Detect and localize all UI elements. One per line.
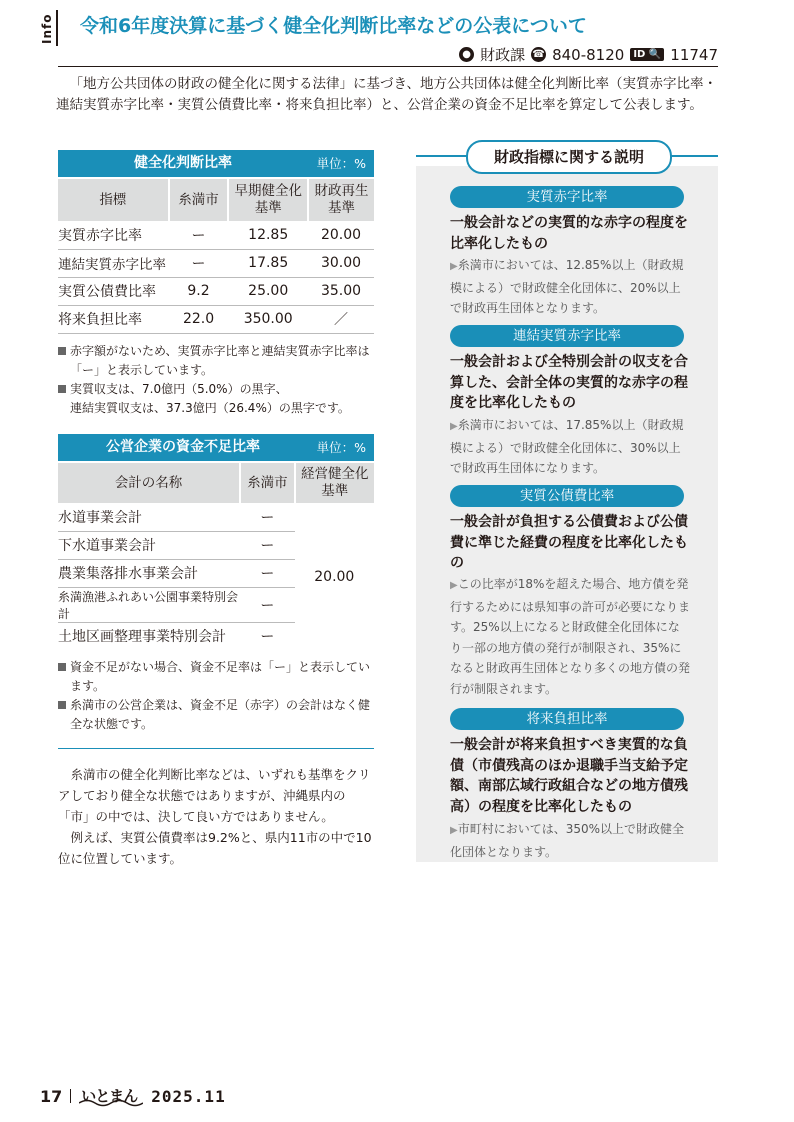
ratio-table-header — [58, 150, 374, 177]
glossary-label: 将来負担比率 — [450, 708, 684, 730]
note-text: 資金不足がない場合、資金不足率は「ー」と表示しています。 — [70, 660, 371, 693]
cell: 20.00 — [308, 221, 374, 249]
cell: 農業集落排水事業会計 — [58, 559, 240, 587]
col-header: 経営健全化基準 — [295, 463, 374, 503]
note-item — [58, 399, 374, 418]
note-item — [58, 380, 374, 399]
glossary-definition: 一般会計などの実質的な赤字の程度を比率化したもの — [450, 215, 688, 252]
department: 財政課 — [480, 46, 526, 64]
deficit-table-title: 公営企業の資金不足比率 — [106, 439, 260, 455]
ratio-table-title: 健全化判断比率 — [134, 155, 232, 171]
footer-divider — [70, 1089, 71, 1103]
cell: 連結実質赤字比率 — [58, 249, 169, 277]
glossary-explanation — [450, 574, 690, 699]
logo-text: いとまん — [81, 1087, 138, 1105]
col-header: 糸満市 — [169, 179, 229, 221]
deficit-table — [58, 463, 374, 650]
cell: 17.85 — [228, 249, 308, 277]
glossary-explanation — [450, 819, 690, 862]
note-item — [58, 696, 374, 734]
id-search-icon: ID 🔍 — [630, 48, 664, 61]
note-item — [58, 342, 374, 380]
table-row — [58, 221, 374, 249]
explanation-text: 市町村においては、350%以上で財政健全化団体となります。 — [450, 822, 685, 859]
explanation-text: この比率が18%を超えた場合、地方債を発行するためには県知事の許可が必要になります。25%以上になると財政健全化団体になり一部の地方債の発行が制限され、35%になると財政再生団体となり多くの地方債の発行が制限されます。 — [450, 577, 691, 696]
glossary-explanation — [450, 255, 690, 319]
note-item — [58, 658, 374, 696]
standard-cell: 20.00 — [314, 568, 355, 585]
triangle-icon: ▶ — [450, 261, 458, 272]
magazine-logo — [79, 1085, 143, 1107]
cell: 350.00 — [228, 305, 308, 333]
note-text: 糸満市の公営企業は、資金不足（赤字）の会計はなく健全な状態です。 — [70, 698, 371, 731]
col-header: 財政再生基準 — [308, 179, 374, 221]
glossary-definition: 一般会計が将来負担すべき実質的な負債（市債残高のほか退職手当支給予定額、南部広域行政組合などの地方債残高）の程度を比率化したもの — [450, 737, 688, 815]
cell: 22.0 — [169, 305, 229, 333]
ratio-table-unit: 単位：% — [316, 156, 366, 171]
glossary-label: 連結実質赤字比率 — [450, 325, 684, 347]
col-header: 糸満市 — [240, 463, 294, 503]
issue-date: 2025.11 — [151, 1086, 226, 1106]
cell: ー — [240, 531, 294, 559]
cell: 実質公債費比率 — [58, 277, 169, 305]
ratio-notes — [58, 342, 374, 418]
bullet-icon — [58, 385, 66, 393]
contact-info — [459, 44, 718, 65]
deficit-notes — [58, 658, 374, 734]
cell: ー — [240, 587, 294, 622]
intro-text: 「地方公共団体の財政の健全化に関する法律」に基づき、地方公共団体は健全化判断比率（実質赤字比率・連結実質赤字比率・実質公債費比率・将来負担比率）と、公営企業の資金不足比率を算定して公表します。 — [56, 76, 717, 113]
cell: ／ — [308, 305, 374, 333]
triangle-icon: ▶ — [450, 580, 458, 591]
page-title: 令和6年度決算に基づく健全化判断比率などの公表について — [80, 15, 587, 37]
cell: ー — [240, 559, 294, 587]
summary-paragraph: 糸満市の健全化判断比率などは、いずれも基準をクリアしており健全な状態ではありますが、沖縄県内の「市」の中では、決して良い方ではありません。 — [58, 767, 371, 824]
info-label: Info — [40, 13, 54, 44]
summary-text — [58, 764, 376, 869]
page-number: 17 — [40, 1086, 63, 1106]
col-header: 会計の名称 — [58, 463, 240, 503]
cell: 30.00 — [308, 249, 374, 277]
bullet-icon — [58, 347, 66, 355]
cell: ー — [260, 629, 275, 646]
triangle-icon: ▶ — [450, 421, 458, 432]
table-row — [58, 249, 374, 277]
cell: 25.00 — [228, 277, 308, 305]
cell: 水道事業会計 — [58, 503, 240, 531]
cell: ー — [169, 249, 229, 277]
cell: 土地区画整理事業特別会計 — [58, 629, 226, 646]
glossary-explanation — [450, 415, 690, 479]
phone-number: 840-8120 — [552, 45, 625, 64]
ratio-table-block — [58, 150, 374, 418]
phone-icon: ☎ — [532, 49, 545, 60]
cell: 実質赤字比率 — [58, 221, 169, 249]
deficit-table-unit: 単位：% — [316, 440, 366, 455]
glossary-label: 実質公債費比率 — [450, 485, 684, 507]
info-tab — [38, 14, 58, 44]
cell: 9.2 — [169, 277, 229, 305]
summary-paragraph: 例えば、実質公債費率は9.2%と、県内11市の中で10位に位置しています。 — [58, 830, 372, 866]
note-text: 連結実質収支は、37.3億円（26.4%）の黒字です。 — [70, 400, 350, 415]
cell: 35.00 — [308, 277, 374, 305]
table-row — [58, 277, 374, 305]
note-text: 実質収支は、7.0億円（5.0%）の黒字、 — [70, 381, 288, 396]
deficit-table-block — [58, 434, 374, 734]
id-label: ID — [633, 49, 646, 60]
bullet-icon — [58, 701, 66, 709]
glossary-definition: 一般会計が負担する公債費および公債費に準じた経費の程度を比率化したもの — [450, 514, 688, 571]
panel-title: 財政指標に関する説明 — [466, 140, 672, 174]
explanation-text: 糸満市においては、17.85%以上（財政規模による）で財政健全化団体に、30%以上で財政再生団体になります。 — [450, 418, 684, 475]
col-header: 指標 — [58, 179, 169, 221]
cell: 12.85 — [228, 221, 308, 249]
glossary-label: 実質赤字比率 — [450, 186, 684, 208]
col-header: 早期健全化基準 — [228, 179, 308, 221]
ratio-table — [58, 179, 374, 334]
summary-divider — [58, 748, 374, 749]
triangle-icon: ▶ — [450, 825, 458, 836]
explanation-text: 糸満市においては、12.85%以上（財政規模による）で財政健全化団体に、20%以上で財政再生団体となります。 — [450, 258, 684, 315]
page-footer — [40, 1085, 226, 1107]
cell: 下水道事業会計 — [58, 531, 240, 559]
table-row — [58, 305, 374, 333]
cell: ー — [169, 221, 229, 249]
glossary-definition: 一般会計および全特別会計の収支を合算した、会計全体の実質的な赤字の程度を比率化したもの — [450, 354, 688, 411]
person-icon: ● — [459, 47, 474, 62]
cell: 糸満漁港ふれあい公園事業特別会計 — [58, 587, 240, 622]
cell: ー — [240, 503, 294, 531]
id-number: 11747 — [670, 45, 718, 64]
bullet-icon — [58, 663, 66, 671]
cell: 将来負担比率 — [58, 305, 169, 333]
note-text: 赤字額がないため、実質赤字比率と連結実質赤字比率は「ー」と表示しています。 — [70, 343, 370, 377]
deficit-table-header — [58, 434, 374, 461]
info-divider — [56, 10, 58, 46]
table-row — [58, 503, 374, 531]
header-rule — [58, 66, 718, 67]
